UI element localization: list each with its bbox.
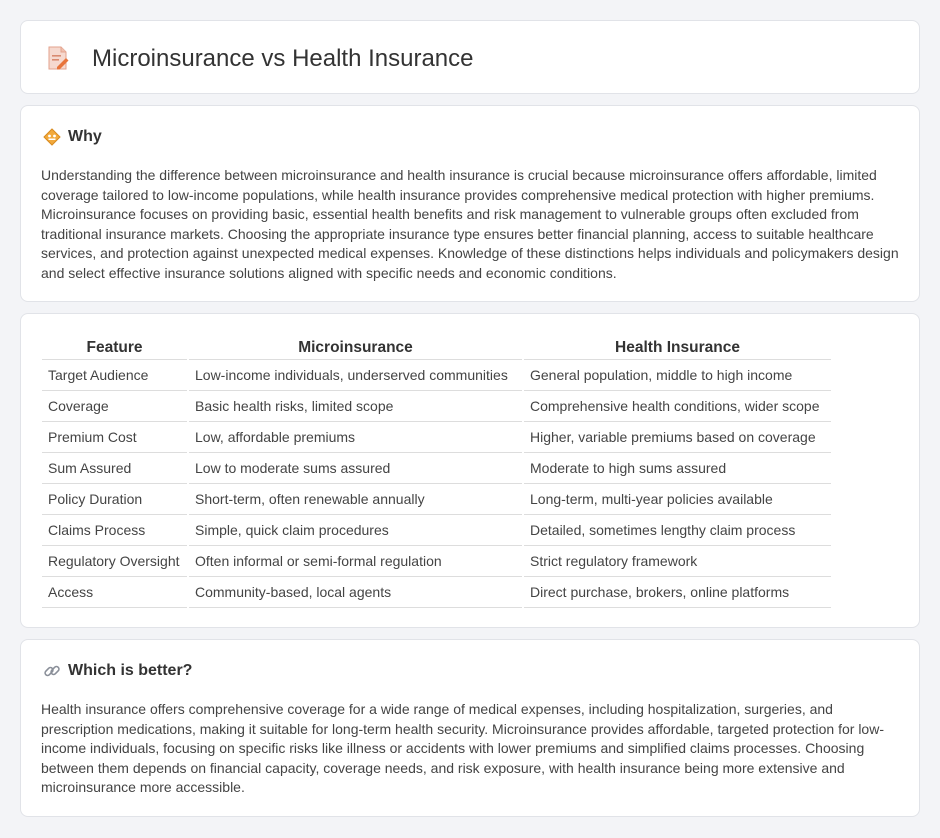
feature-cell: Coverage <box>42 391 188 422</box>
comparison-section <box>20 313 920 628</box>
table-row <box>42 360 831 391</box>
table-row <box>42 515 831 546</box>
table-row <box>42 484 831 515</box>
diamond-sign-icon <box>43 128 61 146</box>
comparison-table <box>42 334 831 608</box>
better-text: Health insurance offers comprehensive coverage for a wide range of medical expenses, including hospitalization, surgeries, and prescription medications, making it suitable for long-term health security. Microinsurance provides affordable, targeted protection for low-income individuals, focusing on specific risks like illness or accidents with lower premiums and simplified claims processes. Choosing between them depends on financial capacity, coverage needs, and risk exposure, with health insurance being more extensive and microinsurance more accessible. <box>41 701 884 795</box>
health-insurance-cell: General population, middle to high income <box>523 360 831 391</box>
header-card <box>20 20 920 94</box>
page-title: Microinsurance vs Health Insurance <box>92 45 474 72</box>
table-row <box>42 453 831 484</box>
better-heading <box>43 662 192 680</box>
feature-cell: Target Audience <box>42 360 188 391</box>
microinsurance-cell: Basic health risks, limited scope <box>188 391 523 422</box>
table-row <box>42 577 831 608</box>
feature-cell: Regulatory Oversight <box>42 546 188 577</box>
link-icon <box>43 662 61 680</box>
microinsurance-cell: Low to moderate sums assured <box>188 453 523 484</box>
health-insurance-cell: Long-term, multi-year policies available <box>523 484 831 515</box>
table-row <box>42 391 831 422</box>
health-insurance-cell: Strict regulatory framework <box>523 546 831 577</box>
why-title: Why <box>68 128 102 145</box>
feature-cell: Claims Process <box>42 515 188 546</box>
feature-cell: Premium Cost <box>42 422 188 453</box>
microinsurance-cell: Short-term, often renewable annually <box>188 484 523 515</box>
which-better-section <box>20 639 920 817</box>
document-pen-icon <box>47 46 69 70</box>
table-row <box>42 546 831 577</box>
health-insurance-cell: Comprehensive health conditions, wider scope <box>523 391 831 422</box>
microinsurance-cell: Simple, quick claim procedures <box>188 515 523 546</box>
better-title: Which is better? <box>68 662 193 679</box>
table-header-row <box>42 334 831 360</box>
feature-cell: Sum Assured <box>42 453 188 484</box>
microinsurance-cell: Community-based, local agents <box>188 577 523 608</box>
header-feature: Feature <box>42 334 188 360</box>
feature-cell: Access <box>42 577 188 608</box>
why-heading <box>43 128 102 146</box>
feature-cell: Policy Duration <box>42 484 188 515</box>
why-section <box>20 105 920 302</box>
health-insurance-cell: Higher, variable premiums based on coverage <box>523 422 831 453</box>
header-health-insurance: Health Insurance <box>523 334 831 360</box>
why-text: Understanding the difference between microinsurance and health insurance is crucial because microinsurance offers affordable, limited coverage tailored to low-income populations, while health insurance provides comprehensive medical protection with higher premiums. Microinsurance focuses on providing basic, essential health benefits and risk management to vulnerable groups often excluded from traditional insurance markets. Choosing the appropriate insurance type ensures better financial planning, access to suitable healthcare services, and protection against unexpected medical expenses. Knowledge of these distinctions helps individuals and policymakers design and select effective insurance solutions aligned with specific needs and economic conditions. <box>41 167 899 281</box>
health-insurance-cell: Detailed, sometimes lengthy claim process <box>523 515 831 546</box>
microinsurance-cell: Low-income individuals, underserved communities <box>188 360 523 391</box>
health-insurance-cell: Moderate to high sums assured <box>523 453 831 484</box>
microinsurance-cell: Low, affordable premiums <box>188 422 523 453</box>
microinsurance-cell: Often informal or semi-formal regulation <box>188 546 523 577</box>
table-row <box>42 422 831 453</box>
header-microinsurance: Microinsurance <box>188 334 523 360</box>
health-insurance-cell: Direct purchase, brokers, online platforms <box>523 577 831 608</box>
